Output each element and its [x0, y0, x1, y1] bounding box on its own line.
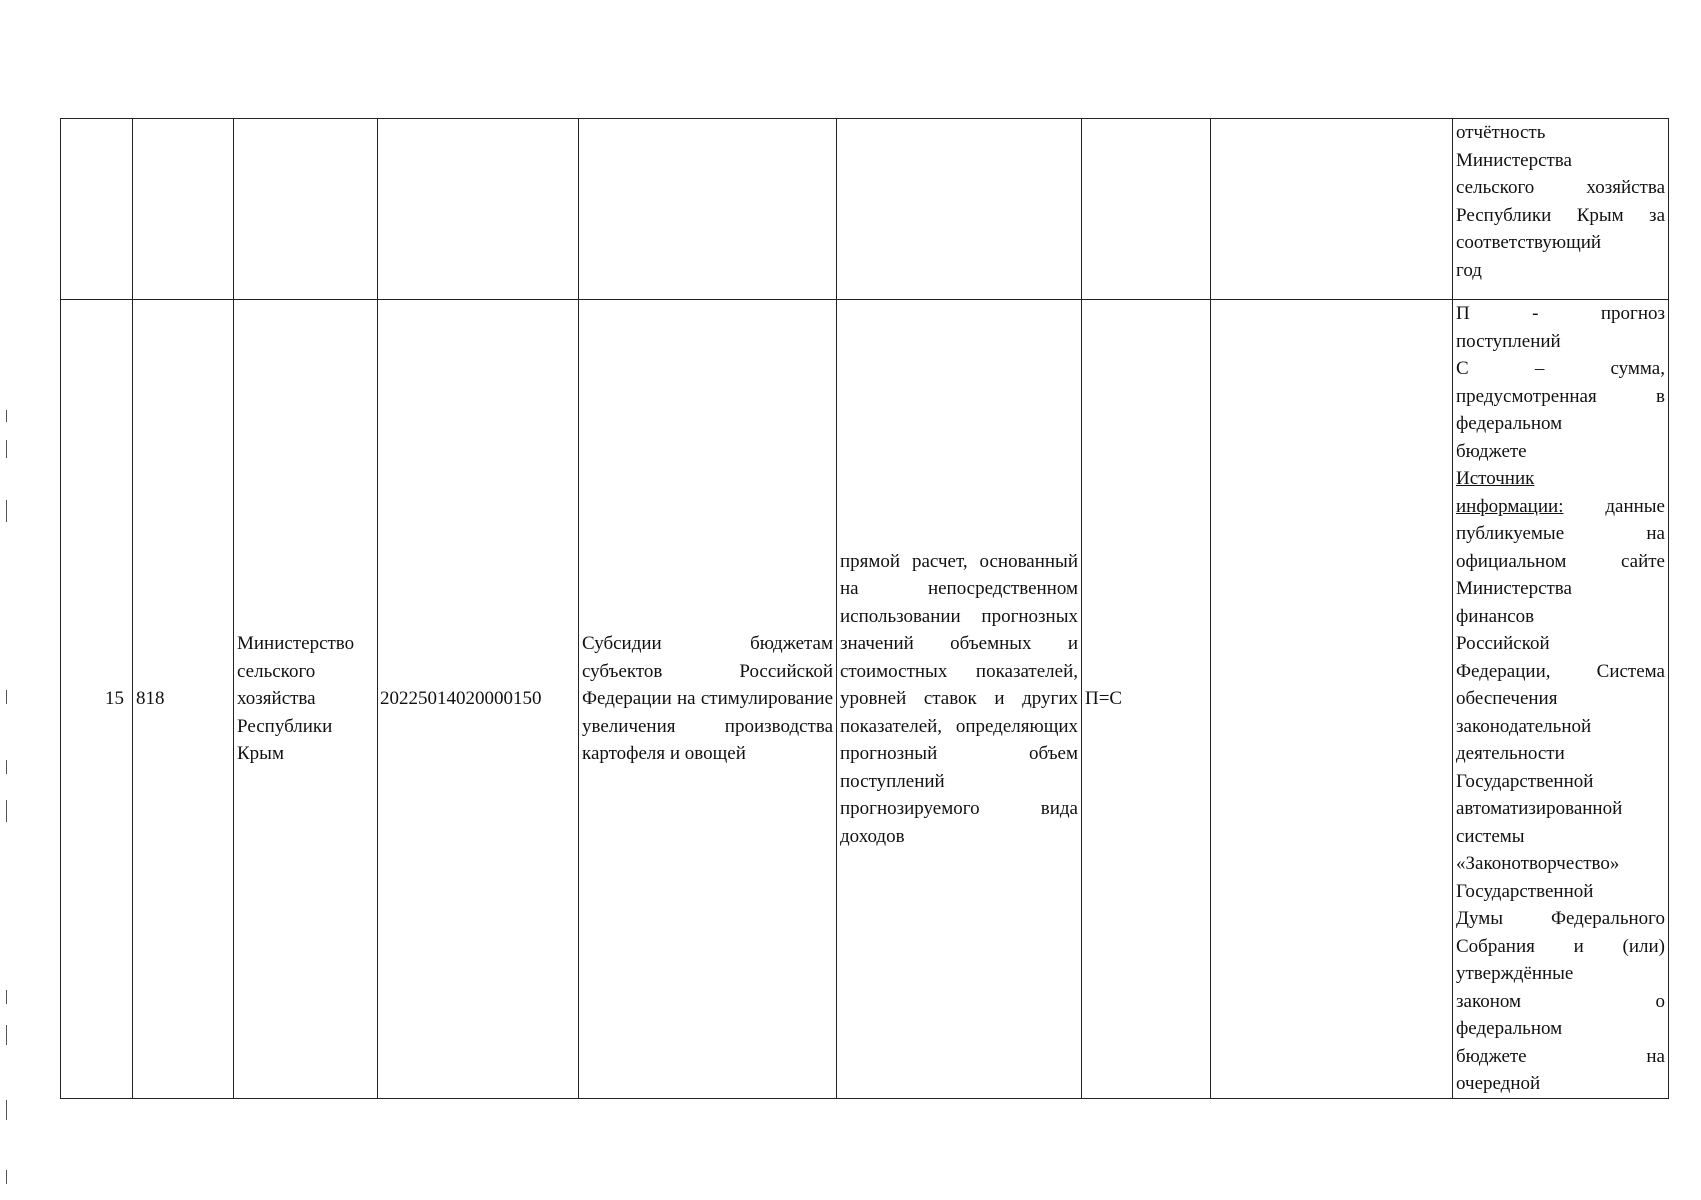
method-cell [837, 119, 1082, 300]
source-cell [1453, 300, 1669, 1099]
source-line: Государственной [1456, 880, 1594, 902]
source-line: Министерства [1456, 578, 1572, 599]
source-line: финансов [1456, 605, 1535, 627]
source-line: «Законотворчество» [1456, 853, 1620, 874]
source-line: официальном сайте [1456, 550, 1665, 572]
income-forecast-table [60, 118, 1669, 1099]
source-line: Республики Крым за [1456, 204, 1665, 226]
table-row [61, 300, 1669, 1099]
source-line: федеральном [1456, 1018, 1563, 1039]
source-line: публикуемые на [1456, 523, 1665, 544]
source-line: системы [1456, 825, 1525, 847]
source-line: год [1456, 259, 1482, 281]
table-row [61, 119, 1669, 300]
source-line: соответствующий [1456, 232, 1602, 253]
source-line: федеральном [1456, 413, 1563, 434]
source-line: отчётность [1456, 122, 1546, 143]
source-line: предусмотренная в [1456, 385, 1665, 407]
source-line: сельского хозяйства [1456, 177, 1665, 198]
source-line: Федерации, Система [1456, 660, 1665, 682]
source-line: бюджете на [1456, 1045, 1665, 1067]
source-line: обеспечения [1456, 688, 1558, 709]
source-line: поступлений [1456, 330, 1561, 352]
row-number-cell: 15 [61, 300, 133, 1099]
income-name-cell: Субсидии бюджетам субъектов Российской Федерации на стимулирование увеличения производства картофеля и овощей [579, 300, 837, 1099]
source-cell [1453, 119, 1669, 300]
source-line: Собрания и (или) [1456, 935, 1665, 957]
source-line: Министерства [1456, 149, 1572, 171]
source-line: утверждённые [1456, 963, 1574, 984]
method-cell: прямой расчет, основанный на непосредственном использовании прогнозных значений объемных и стоимостных показателей, уровней ставок и других показателей, определяющих прогнозный объем поступлений прогнозируемого вида доходов [837, 300, 1082, 1099]
row-number-cell [61, 119, 133, 300]
source-line: Российской [1456, 633, 1550, 654]
source-line: очередной [1456, 1073, 1541, 1094]
source-line: информации: данные [1456, 495, 1665, 517]
source-line: Государственной [1456, 770, 1594, 792]
algorithm-cell [1211, 300, 1453, 1099]
source-line: автоматизированной [1456, 798, 1623, 819]
income-code-cell: 20225014020000150 [378, 300, 579, 1099]
source-line: бюджете [1456, 440, 1527, 462]
formula-cell: П=С [1082, 300, 1211, 1099]
source-line: С – сумма, [1456, 358, 1665, 379]
source-line: деятельности [1456, 743, 1565, 764]
source-line: законодательной [1456, 715, 1592, 737]
admin-code-cell [133, 119, 234, 300]
source-line: П - прогноз [1456, 303, 1665, 324]
income-name-cell [579, 119, 837, 300]
formula-cell [1082, 119, 1211, 300]
source-line: законом о [1456, 990, 1665, 1012]
source-line: Думы Федерального [1456, 908, 1665, 929]
admin-name-cell: Министерство сельского хозяйства Республики Крым [234, 300, 378, 1099]
admin-code-cell: 818 [133, 300, 234, 1099]
algorithm-cell [1211, 119, 1453, 300]
scan-margin-marks [6, 0, 10, 1200]
admin-name-cell [234, 119, 378, 300]
source-line: Источник [1456, 468, 1535, 489]
income-code-cell [378, 119, 579, 300]
